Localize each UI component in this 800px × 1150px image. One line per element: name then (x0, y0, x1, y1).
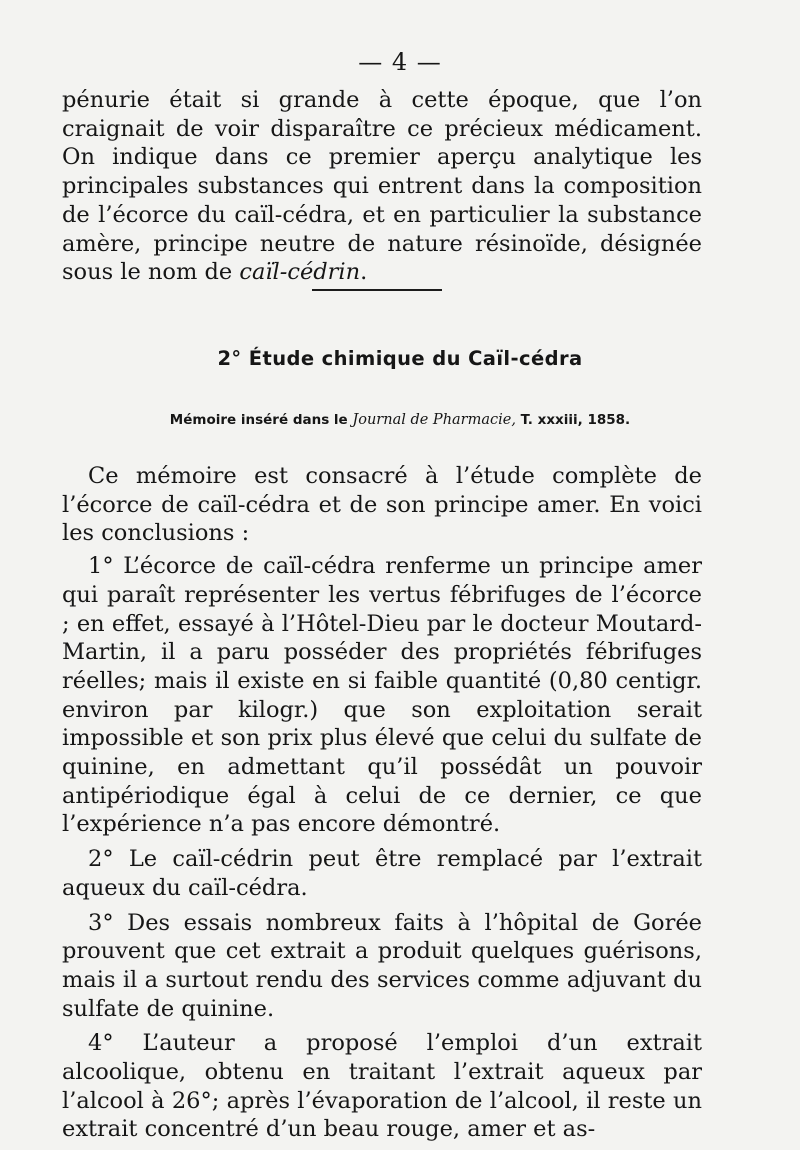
main-text (62, 462, 702, 1150)
paragraph-conclusions-intro: Ce mémoire est consacré à l’étude complète de l’écorce de caïl-cédra et de son principe amer. En voici les conclusions : (62, 463, 702, 547)
paragraph-conclusion-4: 4° L’auteur a proposé l’emploi d’un extrait alcoolique, obtenu en traitant l’extrait aqueux par l’alcool à 26°; après l’évaporation de l’alcool, il reste un extrait concentré d’un beau rouge, amer et as- (62, 1030, 702, 1143)
intro-text (62, 86, 702, 287)
paragraph-conclusion-3: 3° Des essais nombreux faits à l’hôpital de Gorée prouvent que cet extrait a produit quelques guérisons, mais il a surtout rendu des services comme adjuvant du sulfate de quinine. (62, 909, 702, 1022)
memoire-note-prefix: Mémoire inséré dans le (169, 412, 353, 428)
memoire-note-suffix: T. xxxiii, 1858. (515, 412, 631, 428)
intro-italic-term: caïl-cédrin (239, 259, 361, 286)
intro-end: . (360, 259, 368, 286)
section-title: 2° Étude chimique du Caïl-cédra (217, 347, 583, 370)
page-number: — 4 — (358, 48, 442, 76)
memoire-note-journal: Journal de Pharmacie, (352, 412, 516, 428)
memoire-note (0, 412, 800, 428)
section-divider (312, 289, 442, 291)
intro-paragraph (62, 86, 702, 287)
intro-body: pénurie était si grande à cette époque, que l’on craignait de voir disparaître ce précieux médicament. On indique dans ce premier aperçu analytique les principales substances qui entrent dans la composition de l’écorce du caïl-cédra, et en particulier la substance amère, principe neutre de nature résinoïde, désignée sous le nom de (62, 87, 702, 286)
paragraph-conclusion-2: 2° Le caïl-cédrin peut être remplacé par l’extrait aqueux du caïl-cédra. (62, 846, 702, 901)
paragraph-conclusion-1: 1° L’écorce de caïl-cédra renferme un principe amer qui paraît représenter les vertus fébrifuges de l’écorce ; en effet, essayé à l’Hôtel-Dieu par le docteur Moutard-Martin, il a paru posséder des propriétés fébrifuges réelles; mais il existe en si faible quantité (0,80 centigr. environ par kilogr.) que son exploitation serait impossible et son prix plus élevé que celui du sulfate de quinine, en admettant qu’il possédât un pouvoir antipériodique égal à celui de ce dernier, ce que l’expérience n’a pas encore démontré. (62, 553, 702, 838)
